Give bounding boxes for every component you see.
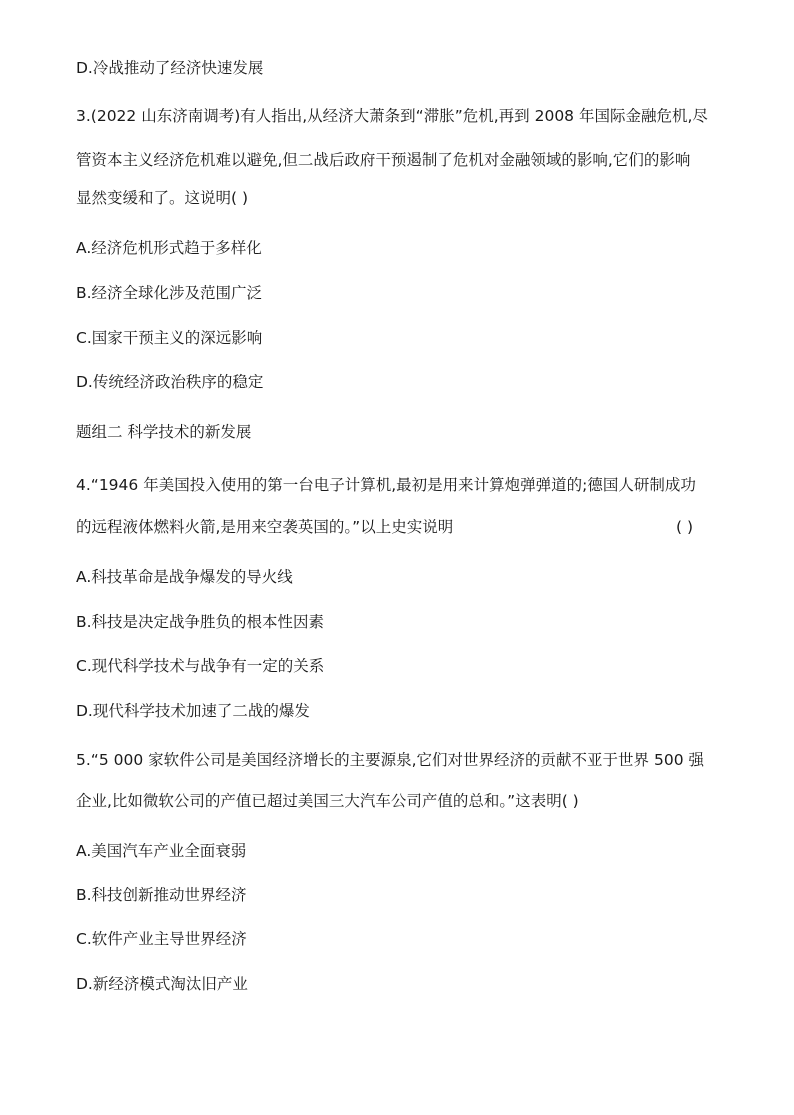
q5-option-c: C.软件产业主导世界经济: [76, 930, 247, 948]
q4-stem-line-2: 的远程液体燃料火箭,是用来空袭英国的。”以上史实说明: [76, 518, 454, 536]
q3-option-b: B.经济全球化涉及范围广泛: [76, 284, 263, 302]
q3-option-a: A.经济危机形式趋于多样化: [76, 239, 262, 257]
q5-option-b: B.科技创新推动世界经济: [76, 886, 247, 904]
q5-option-a: A.美国汽车产业全面衰弱: [76, 842, 247, 860]
q4-option-a: A.科技革命是战争爆发的导火线: [76, 568, 293, 586]
q5-stem-line-2: 企业,比如微软公司的产值已超过美国三大汽车公司产值的总和。”这表明( ): [76, 792, 579, 810]
q4-answer-paren: ( ): [676, 518, 694, 536]
q3-stem-line-2: 管资本主义经济危机难以避免,但二战后政府干预遏制了危机对金融领域的影响,它们的影响: [76, 151, 691, 169]
q4-option-d: D.现代科学技术加速了二战的爆发: [76, 702, 310, 720]
q3-stem-line-1: 3.(2022 山东济南调考)有人指出,从经济大萧条到“滞胀”危机,再到 2008 年国际金融危机,尽: [76, 107, 708, 125]
q5-option-d: D.新经济模式淘汰旧产业: [76, 975, 248, 993]
group-2-title: 题组二 科学技术的新发展: [76, 423, 252, 441]
q4-option-c: C.现代科学技术与战争有一定的关系: [76, 657, 325, 675]
q3-stem-line-3: 显然变缓和了。这说明( ): [76, 189, 249, 207]
q3-option-d: D.传统经济政治秩序的稳定: [76, 373, 264, 391]
q3-option-c: C.国家干预主义的深远影响: [76, 329, 263, 347]
q2-option-d: D.冷战推动了经济快速发展: [76, 59, 264, 77]
q4-stem-line-1: 4.“1946 年美国投入使用的第一台电子计算机,最初是用来计算炮弹弹道的;德国人研制成功: [76, 476, 696, 494]
q4-option-b: B.科技是决定战争胜负的根本性因素: [76, 613, 325, 631]
q5-stem-line-1: 5.“5 000 家软件公司是美国经济增长的主要源泉,它们对世界经济的贡献不亚于世界 500 强: [76, 751, 704, 769]
